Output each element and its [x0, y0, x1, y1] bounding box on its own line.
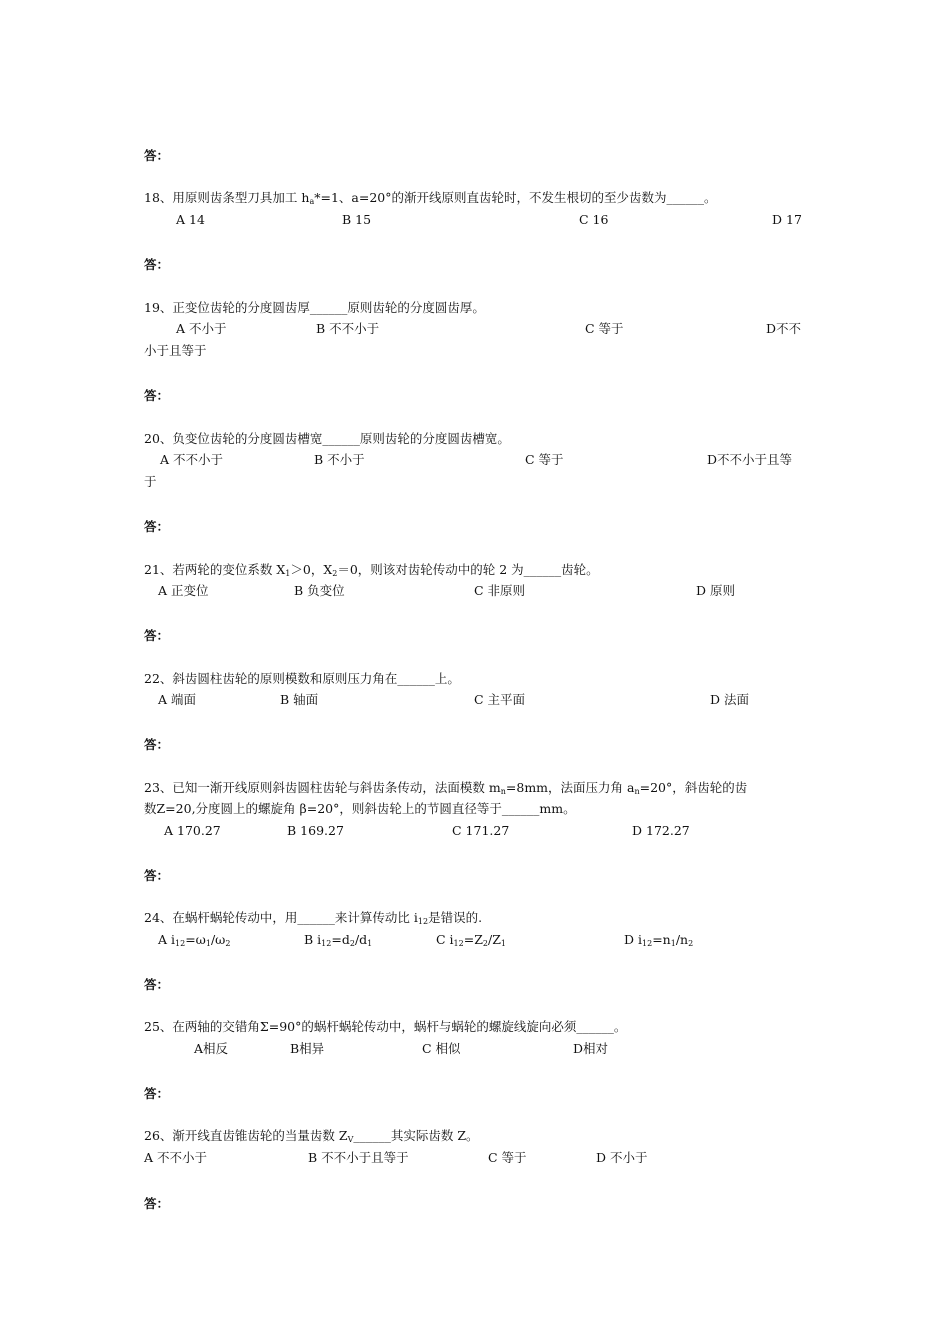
q22-option-c: C 主平面 — [474, 692, 526, 707]
q24-option-a: A $i_{12}=\omega_1/\omega_2$ — [158, 932, 231, 948]
q23-option-b: B 169.27 — [287, 823, 344, 838]
q24-option-d: D $i_{12}=n_1/n_2$ — [624, 932, 694, 948]
q21-option-d: D 原则 — [696, 583, 735, 598]
answer-label: 答： — [144, 737, 170, 752]
q23-option-a: A 170.27 — [164, 823, 221, 838]
answer-label: 答： — [144, 388, 170, 403]
q20-option-a: A 不不小于 — [160, 452, 224, 467]
q19-option-d-wrap: 小于且等于 — [144, 343, 207, 358]
answer-label: 答： — [144, 257, 170, 272]
q23-option-c: C 171.27 — [452, 823, 510, 838]
question-19-stem: 19、正变位齿轮的分度圆齿厚______原则齿轮的分度圆齿厚。 — [144, 300, 485, 315]
q24-option-c: C $i_{12}=Z_2/Z_1$ — [436, 932, 506, 948]
q26-option-a: A 不不小于 — [144, 1150, 208, 1165]
q26-option-c: C 等于 — [488, 1150, 527, 1165]
q25-option-c: C 相似 — [422, 1041, 461, 1056]
question-23-stem: 23、已知一渐开线原则斜齿圆柱齿轮与斜齿条传动，法面模数 $m_n=8mm$，法面压力角 $a_n=20^\circ$，斜齿轮的齿 — [144, 780, 748, 796]
q22-option-d: D 法面 — [710, 692, 749, 707]
q24-option-b: B $i_{12}=d_2/d_1$ — [304, 932, 373, 948]
q22-option-b: B 轴面 — [280, 692, 319, 707]
q18-option-d: D 17 — [772, 212, 802, 227]
q25-option-d: D相对 — [573, 1041, 609, 1056]
q19-option-d: D不不 — [766, 321, 802, 336]
q20-option-b: B 不小于 — [314, 452, 365, 467]
q20-option-d-wrap: 于 — [144, 474, 157, 489]
q20-option-d: D不不小于且等 — [707, 452, 793, 467]
question-22-stem: 22、斜齿圆柱齿轮的原则模数和原则压力角在______上。 — [144, 671, 460, 686]
q19-option-c: C 等于 — [585, 321, 624, 336]
q20-option-c: C 等于 — [525, 452, 564, 467]
q21-option-b: B 负变位 — [294, 583, 345, 598]
q26-option-d: D 不小于 — [596, 1150, 648, 1165]
question-23-stem-line2: 数Z=20,分度圆上的螺旋角 β=20°，则斜齿轮上的节圆直径等于______mm。 — [144, 801, 576, 816]
question-18-stem: 18、用原则齿条型刀具加工 $h_a*=1$、a=20°的渐开线原则直齿轮时，不发生根切的至少齿数为______。 — [144, 190, 717, 206]
q19-option-a: A 不小于 — [176, 321, 227, 336]
q21-option-a: A 正变位 — [158, 583, 209, 598]
answer-label: 答： — [144, 1196, 170, 1211]
question-21-stem: 21、若两轮的变位系数 $X_1>0$，$X_2=0$，则该对齿轮传动中的轮 2 为______齿轮。 — [144, 562, 599, 578]
question-24-stem: 24、在蜗杆蜗轮传动中，用______来计算传动比 $i_{12}$是错误的. — [144, 910, 483, 926]
q21-option-c: C 非原则 — [474, 583, 526, 598]
q26-option-b: B 不不小于且等于 — [308, 1150, 409, 1165]
q25-option-b: B相异 — [290, 1041, 325, 1056]
q18-option-a: A 14 — [176, 212, 205, 227]
answer-label: 答： — [144, 628, 170, 643]
answer-label: 答： — [144, 519, 170, 534]
question-25-stem: 25、在两轴的交错角Σ=90°的蜗杆蜗轮传动中，蜗杆与蜗轮的螺旋线旋向必须______。 — [144, 1019, 627, 1034]
q25-option-a: A相反 — [194, 1041, 229, 1056]
question-26-stem: 26、渐开线直齿锥齿轮的当量齿数 $Z_V\_\_\_\_\_\_$其实际齿数 Z。 — [144, 1128, 479, 1144]
answer-label: 答： — [144, 977, 170, 992]
q19-option-b: B 不不小于 — [316, 321, 380, 336]
q22-option-a: A 端面 — [158, 692, 197, 707]
q18-option-c: C 16 — [579, 212, 609, 227]
answer-label: 答： — [144, 868, 170, 883]
question-20-stem: 20、负变位齿轮的分度圆齿槽宽______原则齿轮的分度圆齿槽宽。 — [144, 431, 510, 446]
q18-option-b: B 15 — [342, 212, 372, 227]
answer-label: 答： — [144, 148, 170, 163]
answer-label: 答： — [144, 1086, 170, 1101]
q23-option-d: D 172.27 — [632, 823, 690, 838]
